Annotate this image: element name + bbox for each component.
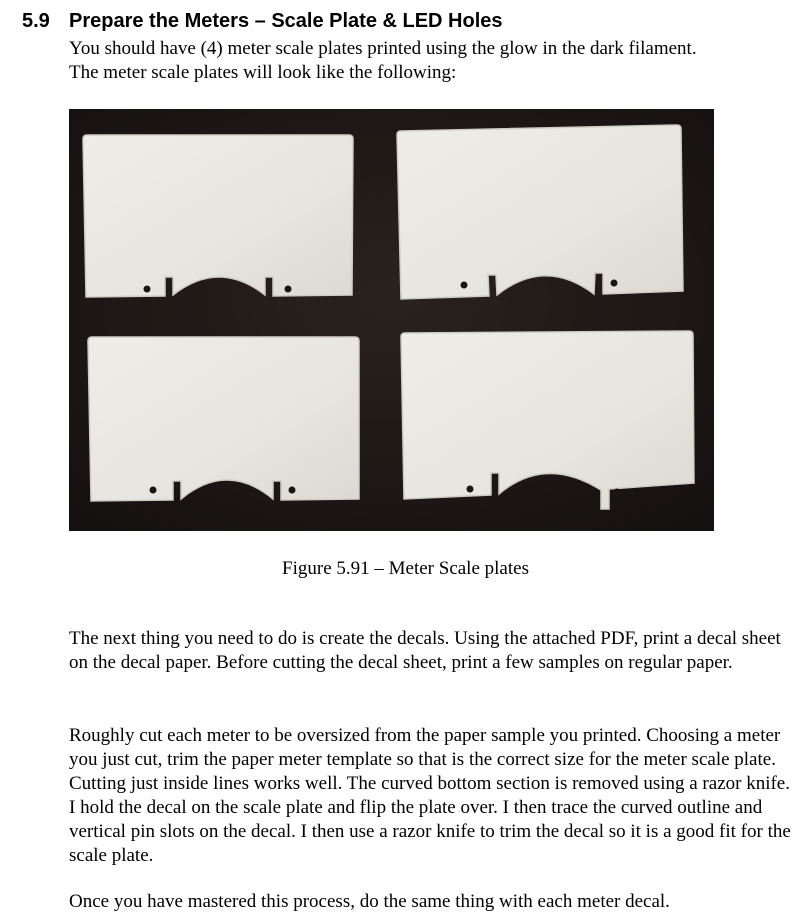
paragraph-repeat: Once you have mastered this process, do the same thing with each meter decal. [69, 891, 670, 912]
paragraph-create-decals: The next thing you need to do is create the decals. Using the attached PDF, print a decal sheet on the decal paper. Before cutting the decal sheet, print a few samples on regular paper. [69, 628, 781, 673]
section-number: 5.9 [22, 10, 50, 32]
intro-line-2: The meter scale plates will look like the following: [69, 62, 457, 83]
intro-text [69, 37, 799, 85]
section-heading [22, 10, 503, 33]
plates-illustration [69, 109, 714, 531]
scale-plate-top-left [83, 135, 353, 297]
section-title: Prepare the Meters – Scale Plate & LED Holes [69, 10, 503, 32]
intro-line-1: You should have (4) meter scale plates printed using the glow in the dark filament. [69, 38, 697, 59]
paragraph-cut-decals: Roughly cut each meter to be oversized from the paper sample you printed. Choosing a meter you just cut, trim the paper meter template so that is the correct size for the meter scale plate. Cutting just inside lines works well. The curved bottom section is removed using a razor knife. I hold the decal on the scale plate and flip the plate over. I then trace the curved outline and vertical pin slots on the decal. I then use a razor knife to trim the decal so it is a good fit for the scale plate. [69, 725, 791, 866]
scale-plate-top-right [397, 125, 683, 299]
scale-plate-bottom-left [88, 337, 359, 501]
meter-scale-plates-photo [69, 109, 714, 531]
figure-caption: Figure 5.91 – Meter Scale plates [282, 558, 529, 579]
